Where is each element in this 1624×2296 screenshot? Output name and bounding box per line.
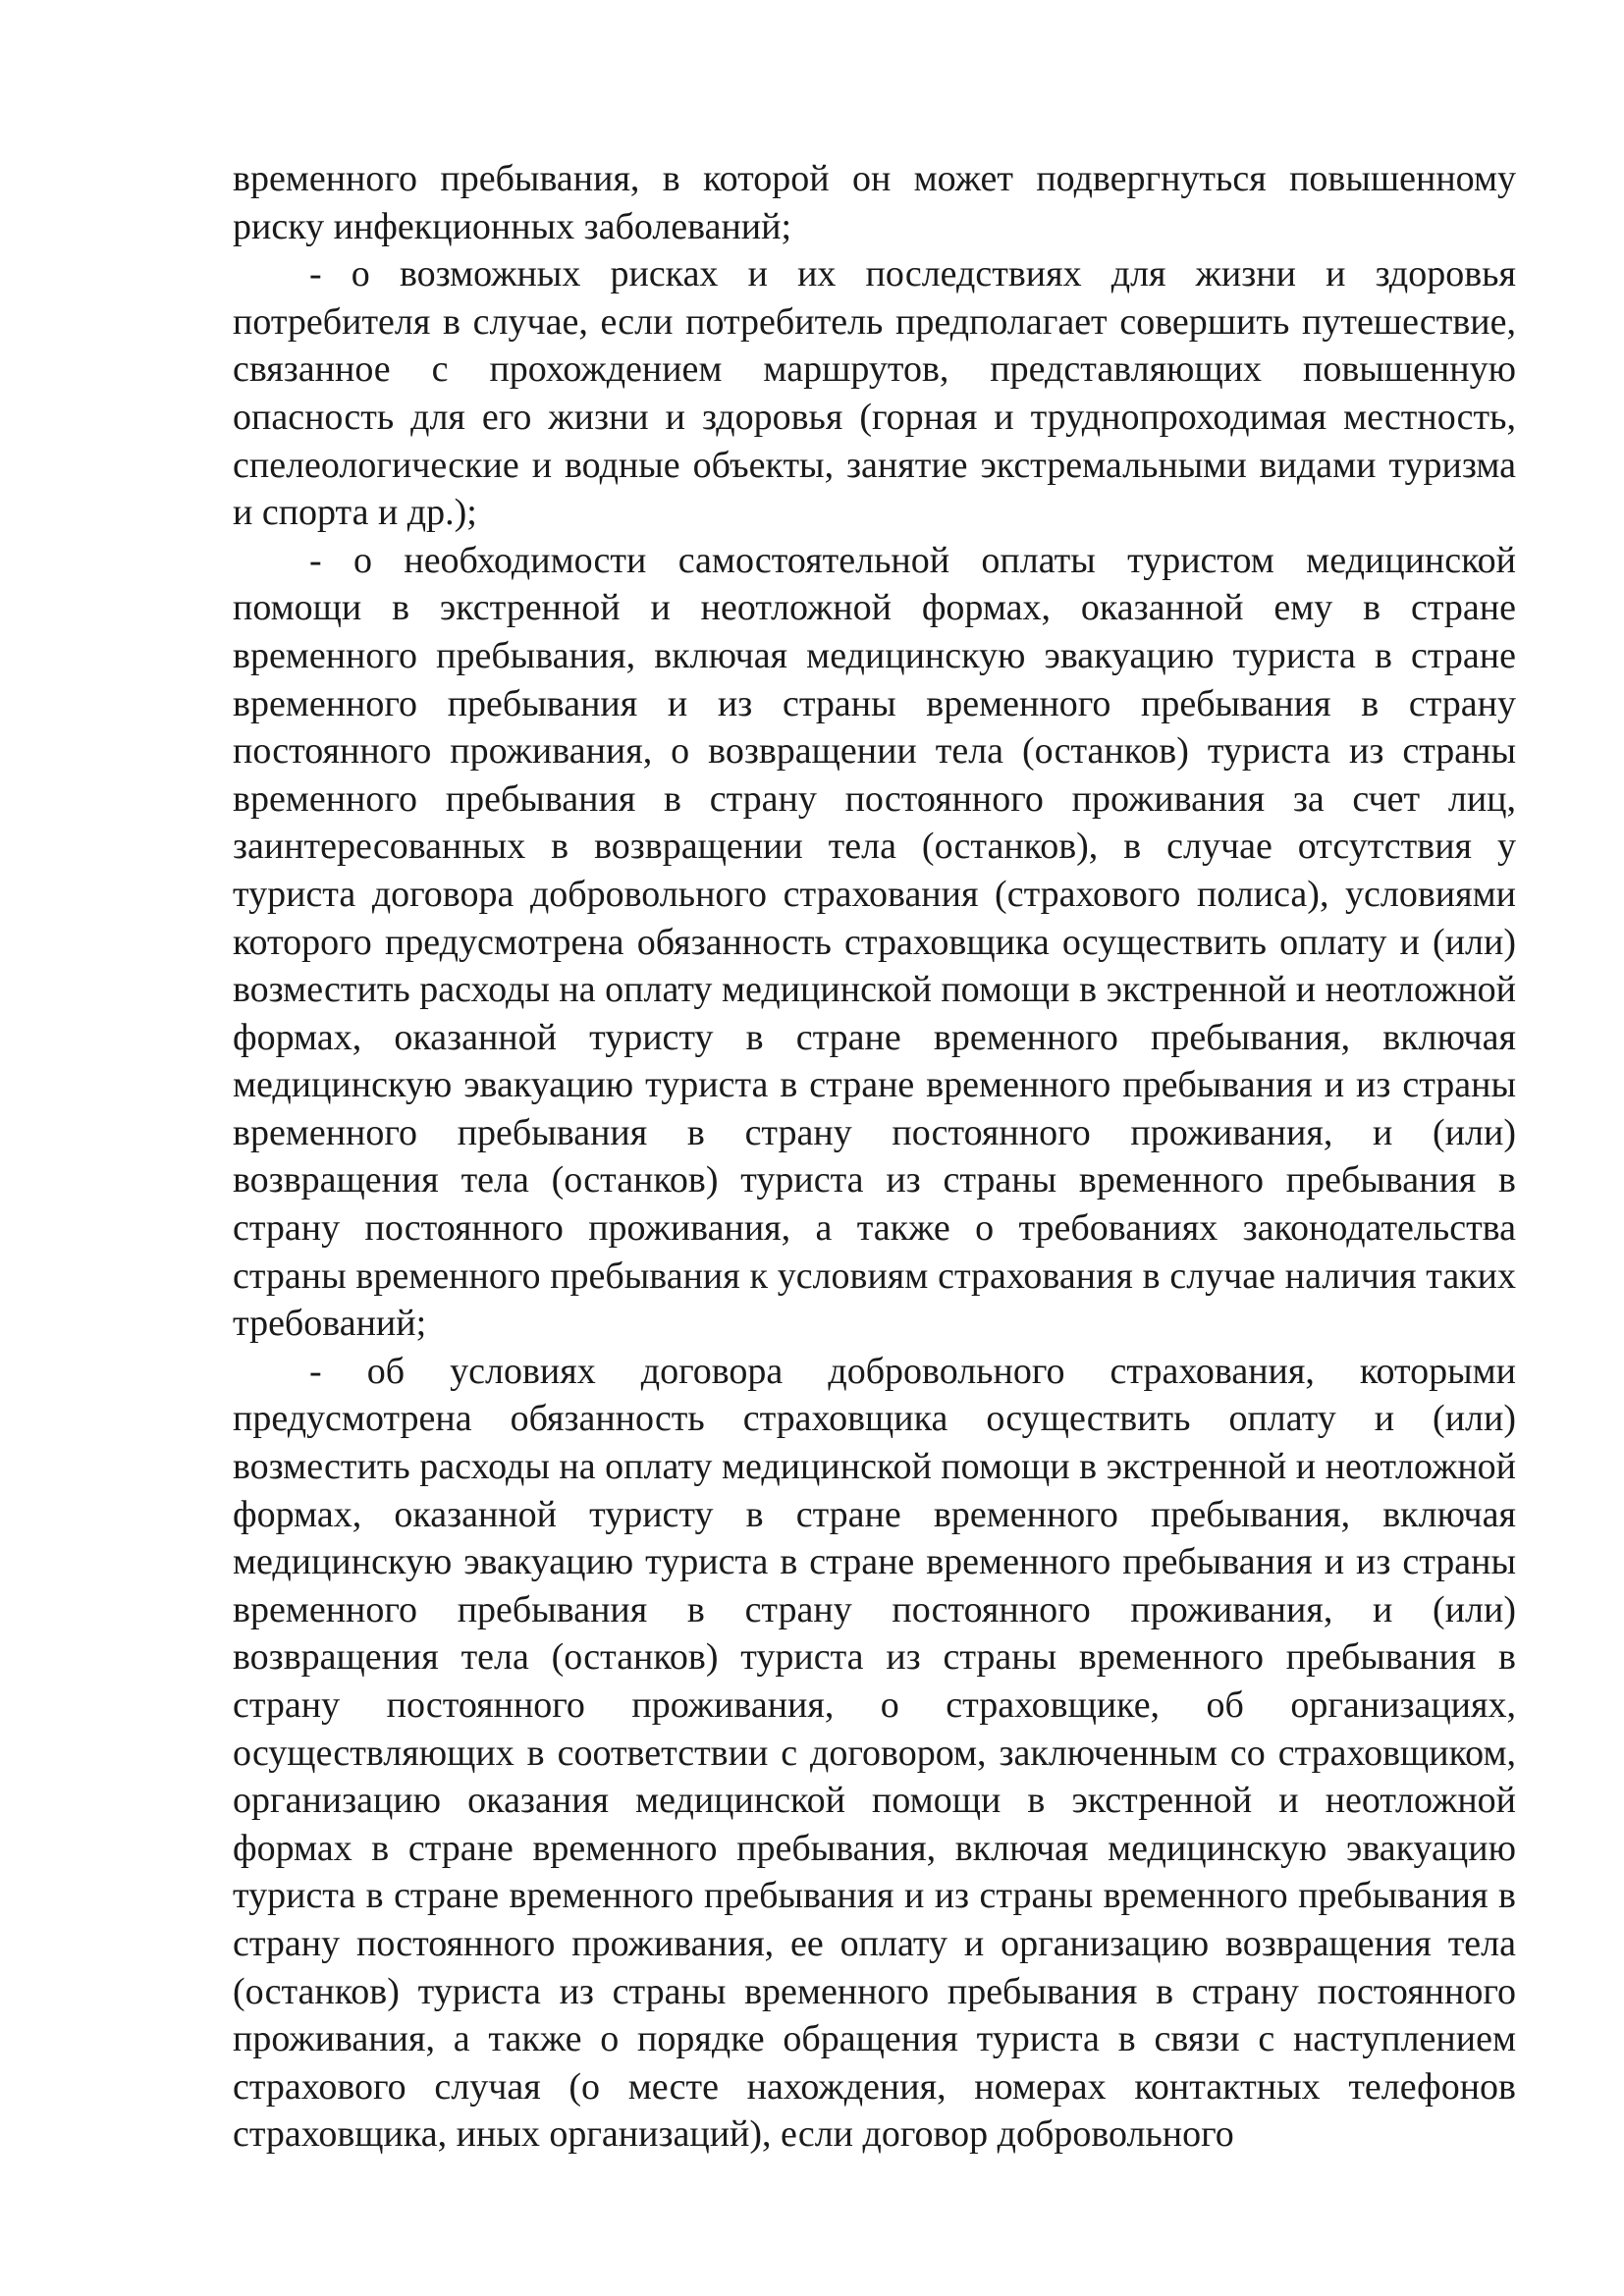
- paragraph-travel-risks: - о возможных рисках и их последствиях для жизни и здоровья потребителя в случае, если потребитель предполагает совершить путешествие, связанное с прохождением маршрутов, представляющих повышенную опасность для его жизни и здоровья (горная и труднопроходимая местность, спелеологические и водные объекты, занятие экстремальными видами туризма и спорта и др.);: [233, 253, 1516, 534]
- document-body: [233, 155, 1516, 2159]
- paragraph-continuation: временного пребывания, в которой он может подвергнуться повышенному риску инфекционных заболеваний;: [233, 158, 1516, 247]
- paragraph-medical-payment: - о необходимости самостоятельной оплаты туристом медицинской помощи в экстренной и неотложной формах, оказанной ему в стране временного пребывания, включая медицинскую эвакуацию туриста в стране временного пребывания и из страны временного пребывания в страну постоянного проживания, о возвращении тела (останков) туриста из страны временного пребывания в страну постоянного проживания за счет лиц, заинтересованных в возвращении тела (останков), в случае отсутствия у туриста договора добровольного страхования (страхового полиса), условиями которого предусмотрена обязанность страховщика осуществить оплату и (или) возместить расходы на оплату медицинской помощи в экстренной и неотложной формах, оказанной туристу в стране временного пребывания, включая медицинскую эвакуацию туриста в стране временного пребывания и из страны временного пребывания в страну постоянного проживания, и (или) возвращения тела (останков) туриста из страны временного пребывания в страну постоянного проживания, а также о требованиях законодательства страны временного пребывания к условиям страхования в случае наличия таких требований;: [233, 539, 1516, 1345]
- paragraph-insurance-conditions: - об условиях договора добровольного страхования, которыми предусмотрена обязанность страховщика осуществить оплату и (или) возместить расходы на оплату медицинской помощи в экстренной и неотложной формах, оказанной туристу в стране временного пребывания, включая медицинскую эвакуацию туриста в стране временного пребывания и из страны временного пребывания в страну постоянного проживания, и (или) возвращения тела (останков) туриста из страны временного пребывания в страну постоянного проживания, о страховщике, об организациях, осуществляющих в соответствии с договором, заключенным со страховщиком, организацию оказания медицинской помощи в экстренной и неотложной формах в стране временного пребывания, включая медицинскую эвакуацию туриста в стране временного пребывания и из страны временного пребывания в страну постоянного проживания, ее оплату и организацию возвращения тела (останков) туриста из страны временного пребывания в страну постоянного проживания, а также о порядке обращения туриста в связи с наступлением страхового случая (о месте нахождения, номерах контактных телефонов страховщика, иных организаций), если договор добровольного: [233, 1350, 1516, 2156]
